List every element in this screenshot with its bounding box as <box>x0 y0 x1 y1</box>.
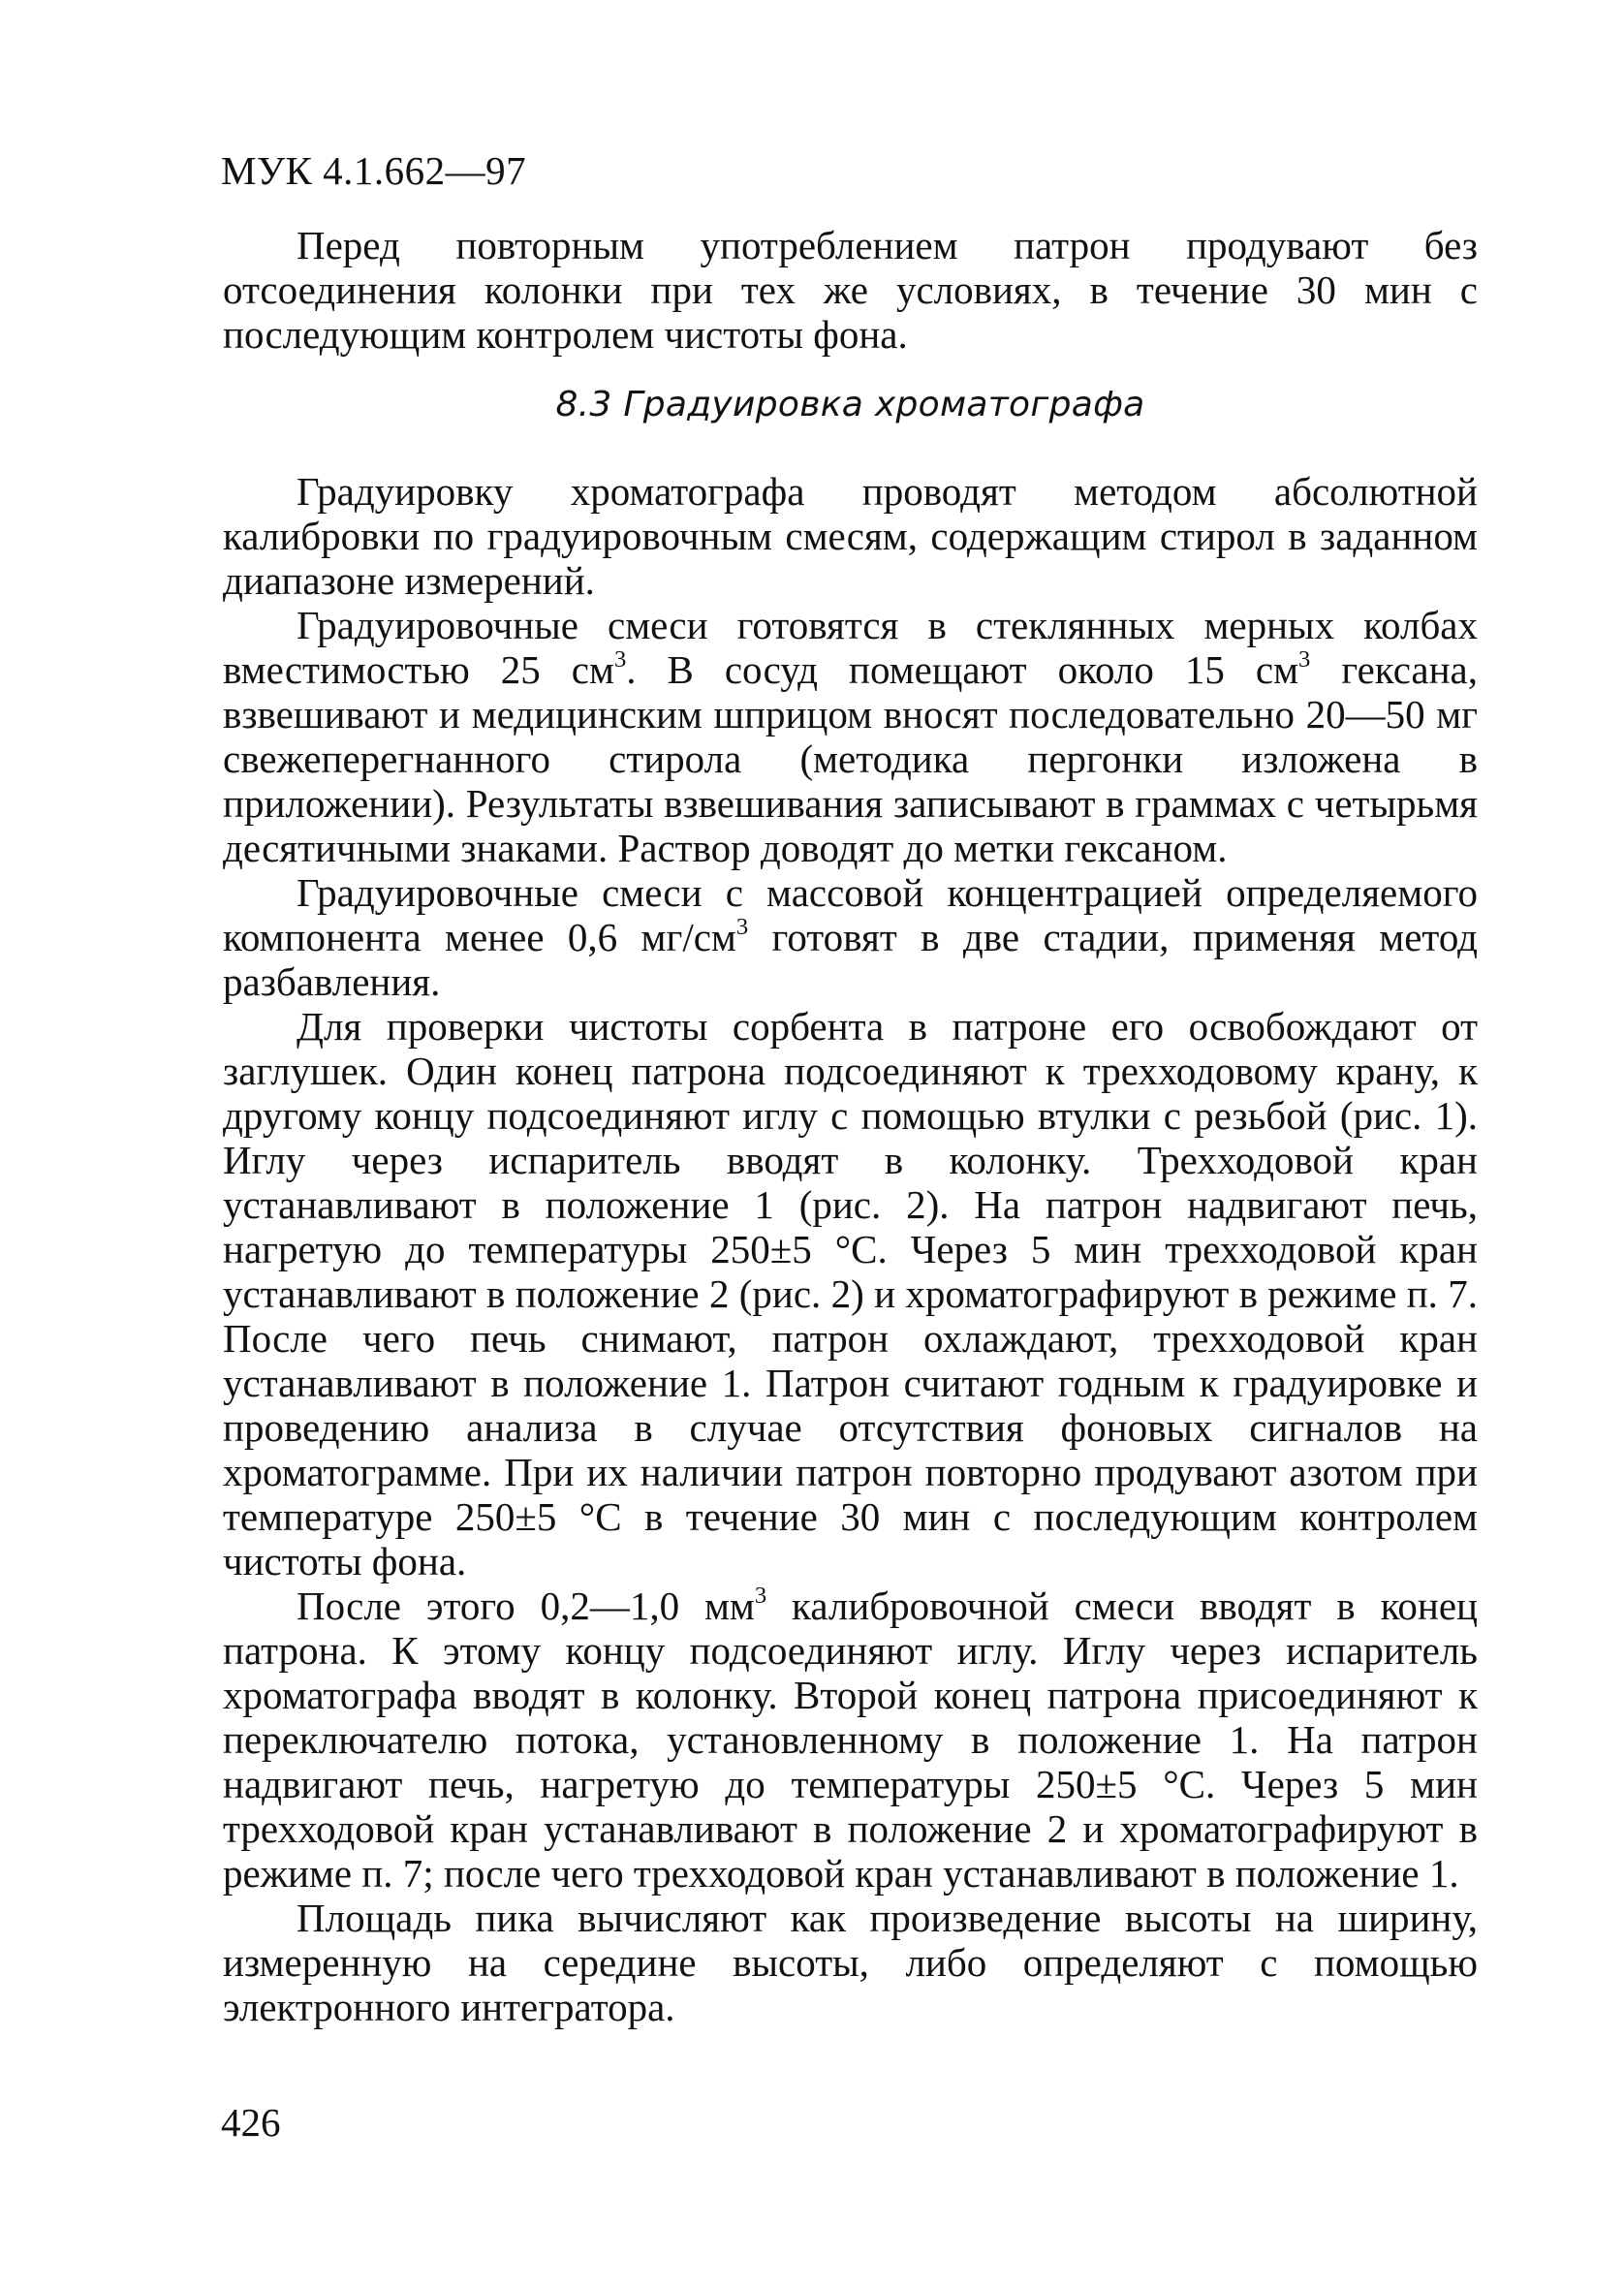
section-heading: 8.3 Градуировка хроматографа <box>555 385 1145 424</box>
superscript-cube: 3 <box>613 645 627 673</box>
superscript-cube: 3 <box>1298 645 1311 673</box>
paragraph-text-segment: Градуировочные смеси готовятся в стеклянных мерных колбах вместимостью 25 см <box>223 603 1478 692</box>
page-header-doc-code: МУК 4.1.662—97 <box>221 148 527 193</box>
paragraph-text-segment: гексана, взвешивают и медицинским шприцом вносят последовательно 20—50 мг свежеперегнанного стирола (методика пергонки изложена в приложении). Результаты взвешивания записывают в граммах с четырьмя десятичными знаками. Раствор доводят до метки гексаном. <box>223 647 1478 870</box>
page-number: 426 <box>221 2100 281 2145</box>
paragraph-calibration-method: Градуировку хроматографа проводят методом абсолютной калибровки по градуировочным смесям, содержащим стирол в заданном диапазоне измерений. <box>223 469 1478 603</box>
paragraph-text-segment: Градуировочные смеси с массовой концентрацией определяемого компонента менее 0,6 мг/см <box>223 870 1478 959</box>
paragraph-peak-area: Площадь пика вычисляют как произведение высоты на ширину, измеренную на середине высоты, либо определяют с помощью электронного интегратора. <box>223 1896 1478 2029</box>
paragraph-injection <box>223 1583 1478 1896</box>
paragraph-dilution <box>223 870 1478 1004</box>
intro-paragraph: Перед повторным употреблением патрон продувают без отсоединения колонки при тех же условиях, в течение 30 мин с последующим контролем чистоты фона. <box>223 223 1478 357</box>
superscript-cube: 3 <box>754 1582 767 1609</box>
paragraph-text-segment: готовят в две стадии, применяя метод разбавления. <box>223 915 1478 1004</box>
section-body <box>223 469 1478 2029</box>
paragraph-sorbent-check: Для проверки чистоты сорбента в патроне его освобождают от заглушек. Один конец патрона подсоединяют к трехходовому крану, к другому концу подсоединяют иглу с помощью втулки с резьбой (рис. 1). Иглу через испаритель вводят в колонку. Трехходовой кран устанавливают в положение 1 (рис. 2). На патрон надвигают печь, нагретую до температуры 250±5 °С. Через 5 мин трехходовой кран устанавливают в положение 2 (рис. 2) и хроматографируют в режиме п. 7. После чего печь снимают, патрон охлаждают, трехходовой кран устанавливают в положение 1. Патрон считают годным к градуировке и проведению анализа в случае отсутствия фоновых сигналов на хроматограмме. При их наличии патрон повторно продувают азотом при температуре 250±5 °С в течение 30 мин с последующим контролем чистоты фона. <box>223 1004 1478 1583</box>
paragraph-text-segment: . В сосуд помещают около 15 см <box>626 647 1299 692</box>
intro-text-block <box>223 223 1478 357</box>
paragraph-text-segment: После этого 0,2—1,0 мм <box>297 1583 755 1628</box>
superscript-cube: 3 <box>735 913 749 940</box>
paragraph-text-segment: калибровочной смеси вводят в конец патрона. К этому концу подсоединяют иглу. Иглу через испаритель хроматографа вводят в колонку. Второй конец патрона присоединяют к переключателю потока, установленному в положение 1. На патрон надвигают печь, нагретую до температуры 250±5 °С. Через 5 мин трехходовой кран устанавливают в положение 2 и хроматографируют в режиме п. 7; после чего трехходовой кран устанавливают в положение 1. <box>223 1583 1478 1896</box>
paragraph-calibration-mixtures <box>223 603 1478 870</box>
